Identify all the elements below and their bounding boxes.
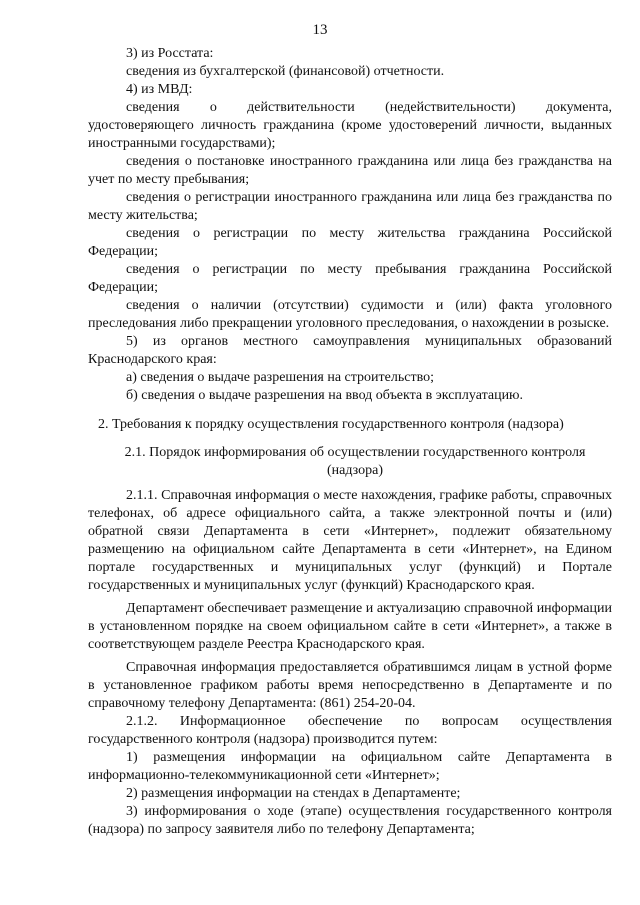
paragraph-mvd-item-6: сведения о наличии (отсутствии) судимости и (или) факта уголовного преследования либо прекращении уголовного преследования, о нахождении в розыске. [88, 298, 612, 331]
paragraph-local-gov-item-a: а) сведения о выдаче разрешения на строительство; [126, 370, 434, 385]
paragraph-department-info: Департамент обеспечивает размещение и актуализацию справочной информации в установленном порядке на своем официальном сайте в сети «Интернет», а также в соответствующем разделе Реестра Краснодарского края. [88, 601, 612, 652]
paragraph-mvd-item-3: сведения о регистрации иностранного гражданина или лица без гражданства по месту жительства; [88, 190, 612, 223]
paragraph-mvd-item-1: сведения о действительности (недействительности) документа, удостоверяющего личность гражданина (кроме удостоверений личности, выданных иностранными государствами); [88, 100, 612, 151]
paragraph-local-gov-item-b: б) сведения о выдаче разрешения на ввод объекта в эксплуатацию. [126, 388, 524, 403]
page-number: 13 [312, 22, 328, 38]
paragraph-mvd-heading: 4) из МВД: [126, 82, 193, 97]
paragraph-mvd-item-4: сведения о регистрации по месту жительства гражданина Российской Федерации; [88, 226, 612, 259]
list-item-1: 1) размещения информации на официальном сайте Департамента в информационно-телекоммуникационной сети «Интернет»; [88, 750, 612, 783]
list-item-2: 2) размещения информации на стендах в Департаменте; [126, 786, 461, 801]
paragraph-local-gov-heading: 5) из органов местного самоуправления муниципальных образований Краснодарского края: [88, 334, 612, 367]
subsection-heading: 2.1. Порядок информирования об осуществлении государственного контроля (надзора) [124, 445, 586, 478]
list-item-3: 3) информирования о ходе (этапе) осуществления государственного контроля (надзора) по запросу заявителя либо по телефону Департамента; [88, 804, 612, 837]
paragraph-2-1-1: 2.1.1. Справочная информация о месте нахождения, графике работы, справочных телефонах, об адресе официального сайта, а также электронной почты и (или) обратной связи Департамента в сети «Интернет», подлежит обязательному размещению на официальном сайте Департамента в сети «Интернет», на Едином портале государственных и муниципальных услуг (функций) и Портале государственных и муниципальных услуг (функций) Краснодарского края. [88, 488, 612, 593]
paragraph-rosstat-item: сведения из бухгалтерской (финансовой) отчетности. [126, 64, 445, 79]
paragraph-mvd-item-2: сведения о постановке иностранного гражданина или лица без гражданства на учет по месту пребывания; [88, 154, 612, 187]
document-body [88, 45, 612, 839]
paragraph-2-1-2: 2.1.2. Информационное обеспечение по вопросам осуществления государственного контроля (надзора) производится путем: [88, 714, 612, 747]
paragraph-reference-info: Справочная информация предоставляется обратившимся лицам в устной форме в установленное графиком работы время непосредственно в Департаменте и по справочному телефону Департамента: (861) 254-20-04. [88, 660, 612, 711]
paragraph-mvd-item-5: сведения о регистрации по месту пребывания гражданина Российской Федерации; [88, 262, 612, 295]
section-heading: 2. Требования к порядку осуществления государственного контроля (надзора) [98, 417, 564, 432]
paragraph-rosstat-heading: 3) из Росстата: [126, 46, 214, 61]
